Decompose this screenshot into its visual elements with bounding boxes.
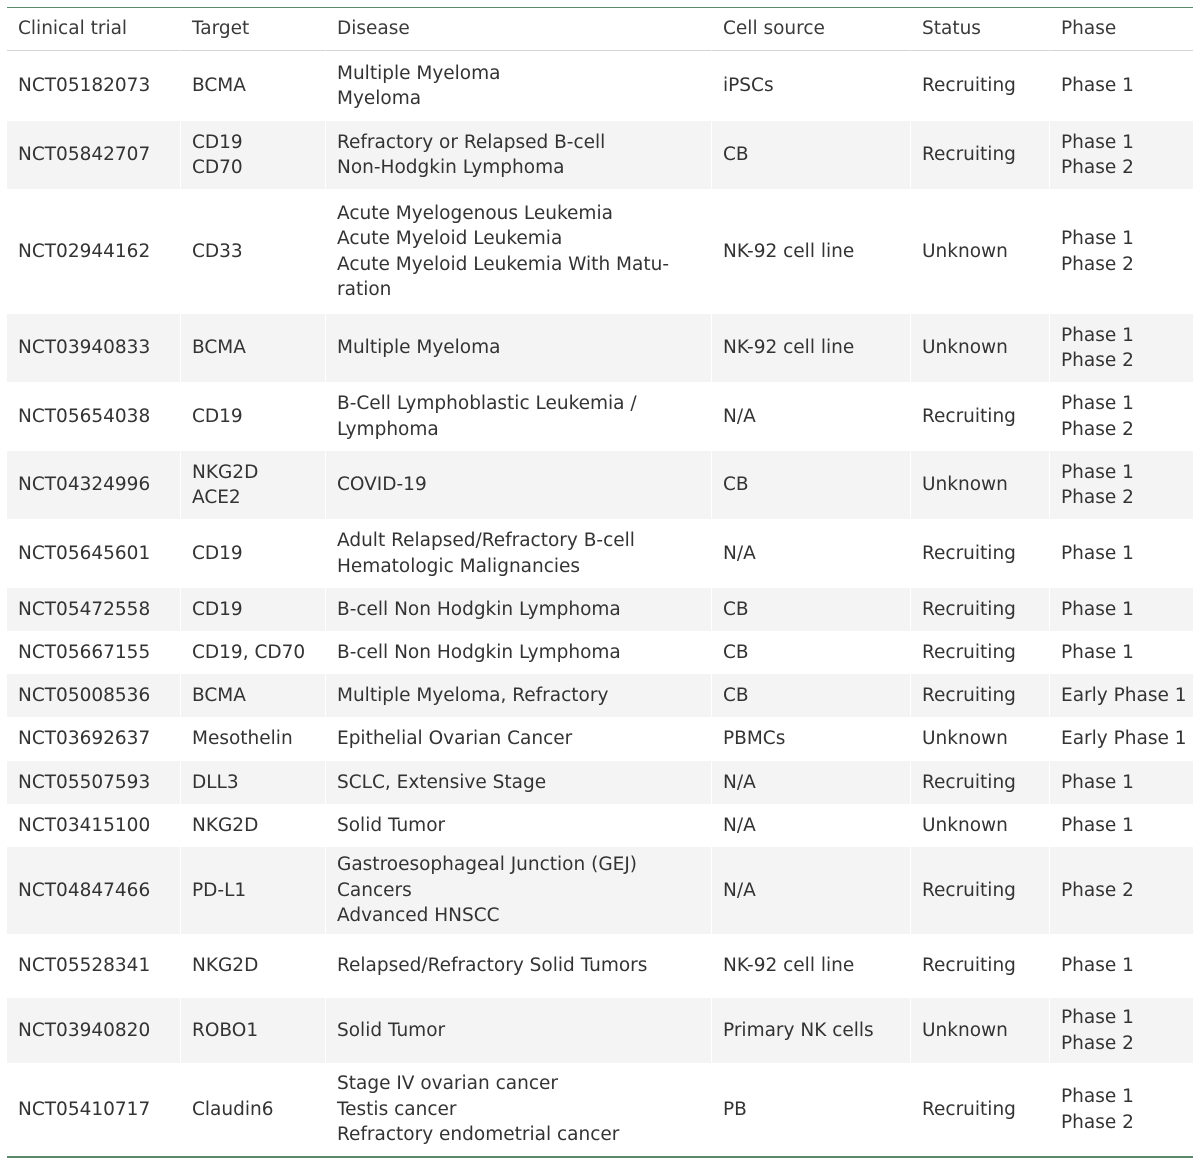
cell-disease-line: B-Cell Lymphoblastic Leukemia /	[337, 393, 637, 414]
cell-cell-source: CB	[712, 588, 911, 631]
header-disease: Disease	[326, 8, 712, 51]
cell-phase	[1050, 847, 1193, 934]
cell-target	[181, 847, 326, 934]
table-body	[7, 51, 1193, 1156]
cell-cell-source: NK-92 cell line	[712, 189, 911, 314]
cell-status: Recruiting	[911, 847, 1050, 934]
cell-status: Recruiting	[911, 588, 1050, 631]
cell-disease-line: ration	[337, 279, 392, 300]
cell-phase-line: Phase 2	[1061, 879, 1134, 901]
cell-disease-line: Relapsed/Refractory Solid Tumors	[337, 955, 648, 977]
cell-phase	[1050, 451, 1193, 519]
cell-clinical-trial: NCT05182073	[7, 51, 181, 121]
clinical-trials-table-wrapper	[7, 7, 1193, 1158]
cell-disease	[326, 631, 712, 674]
cell-status: Unknown	[911, 189, 1050, 314]
cell-disease	[326, 382, 712, 451]
cell-target	[181, 631, 326, 674]
cell-disease-line: Acute Myelogenous Leukemia	[337, 202, 613, 224]
cell-target-line: Mesothelin	[192, 728, 293, 750]
cell-clinical-trial: NCT03692637	[7, 717, 181, 761]
cell-disease	[326, 519, 712, 588]
cell-phase	[1050, 631, 1193, 674]
cell-disease-line: Non-Hodgkin Lymphoma	[337, 157, 565, 178]
cell-phase-line: Phase 2	[1061, 157, 1134, 178]
cell-phase	[1050, 804, 1193, 847]
table-row	[7, 51, 1193, 121]
header-status: Status	[911, 8, 1050, 51]
cell-phase-line: Phase 1	[1061, 771, 1134, 793]
table-row	[7, 189, 1193, 314]
cell-target-line: DLL3	[192, 771, 239, 793]
cell-disease-line: Advanced HNSCC	[337, 905, 500, 927]
cell-phase-line: Phase 2	[1061, 1032, 1134, 1054]
cell-status: Recruiting	[911, 631, 1050, 674]
cell-target	[181, 804, 326, 847]
cell-clinical-trial: NCT05008536	[7, 674, 181, 717]
cell-phase	[1050, 314, 1193, 382]
cell-disease-line: Testis cancer	[337, 1098, 457, 1120]
table-row	[7, 761, 1193, 804]
cell-target-line: CD19	[192, 405, 243, 427]
cell-status: Recruiting	[911, 519, 1050, 588]
cell-clinical-trial: NCT03940833	[7, 314, 181, 382]
cell-clinical-trial: NCT05410717	[7, 1063, 181, 1156]
cell-phase	[1050, 674, 1193, 717]
cell-cell-source: N/A	[712, 847, 911, 934]
cell-disease-line: SCLC, Extensive Stage	[337, 771, 547, 793]
cell-target-line: CD19	[192, 598, 243, 620]
cell-disease	[326, 847, 712, 934]
cell-status: Unknown	[911, 717, 1050, 761]
cell-disease	[326, 934, 712, 998]
cell-phase-line: Phase 1	[1061, 461, 1134, 483]
cell-disease	[326, 717, 712, 761]
cell-target	[181, 1063, 326, 1156]
table-row	[7, 314, 1193, 382]
cell-status: Recruiting	[911, 382, 1050, 451]
cell-cell-source: PBMCs	[712, 717, 911, 761]
cell-disease-line: Refractory endometrial cancer	[337, 1124, 620, 1146]
cell-disease-line: Epithelial Ovarian Cancer	[337, 728, 573, 750]
cell-status: Recruiting	[911, 674, 1050, 717]
cell-phase-line: Early Phase 1	[1061, 684, 1187, 706]
cell-clinical-trial: NCT05667155	[7, 631, 181, 674]
cell-disease-line: Multiple Myeloma, Refractory	[337, 684, 609, 706]
cell-status: Recruiting	[911, 934, 1050, 998]
cell-disease	[326, 51, 712, 121]
cell-disease	[326, 998, 712, 1063]
table-row	[7, 717, 1193, 761]
header-cell-source: Cell source	[712, 8, 911, 51]
cell-disease	[326, 674, 712, 717]
cell-phase-line: Phase 1	[1061, 955, 1134, 977]
cell-clinical-trial: NCT05507593	[7, 761, 181, 804]
cell-target	[181, 451, 326, 519]
cell-target-line: Claudin6	[192, 1098, 274, 1120]
cell-status: Unknown	[911, 998, 1050, 1063]
cell-phase-line: Early Phase 1	[1061, 728, 1187, 750]
cell-target	[181, 121, 326, 189]
cell-disease-line: Myeloma	[337, 88, 422, 109]
cell-phase	[1050, 717, 1193, 761]
table-row	[7, 847, 1193, 934]
cell-disease	[326, 761, 712, 804]
cell-status: Unknown	[911, 314, 1050, 382]
cell-status: Recruiting	[911, 761, 1050, 804]
cell-disease	[326, 804, 712, 847]
cell-target-line: CD19, CD70	[192, 641, 306, 663]
table-row	[7, 1063, 1193, 1156]
table-row	[7, 631, 1193, 674]
cell-status: Unknown	[911, 804, 1050, 847]
cell-disease-line: Stage IV ovarian cancer	[337, 1073, 559, 1095]
cell-phase-line: Phase 1	[1061, 1086, 1134, 1107]
cell-phase	[1050, 761, 1193, 804]
cell-disease-line: Cancers	[337, 879, 412, 901]
cell-target	[181, 934, 326, 998]
cell-phase-line: Phase 1	[1061, 641, 1134, 663]
cell-phase-line: Phase 2	[1061, 1111, 1134, 1133]
cell-disease-line: Gastroesophageal Junction (GEJ)	[337, 854, 638, 876]
cell-clinical-trial: NCT04324996	[7, 451, 181, 519]
cell-target-line: NKG2D	[192, 955, 259, 977]
cell-cell-source: NK-92 cell line	[712, 314, 911, 382]
cell-target-line: BCMA	[192, 75, 246, 97]
cell-cell-source: CB	[712, 121, 911, 189]
cell-phase	[1050, 51, 1193, 121]
cell-target	[181, 998, 326, 1063]
table-row	[7, 804, 1193, 847]
cell-phase-line: Phase 1	[1061, 131, 1134, 153]
cell-cell-source: iPSCs	[712, 51, 911, 121]
cell-phase	[1050, 382, 1193, 451]
cell-phase-line: Phase 1	[1061, 393, 1134, 414]
cell-disease-line: Multiple Myeloma	[337, 62, 501, 84]
cell-phase-line: Phase 2	[1061, 253, 1134, 275]
cell-target-line: BCMA	[192, 337, 246, 359]
table-row	[7, 934, 1193, 998]
table-row	[7, 121, 1193, 189]
header-target: Target	[181, 8, 326, 51]
cell-disease	[326, 121, 712, 189]
cell-cell-source: PB	[712, 1063, 911, 1156]
cell-target-line: NKG2D	[192, 461, 259, 483]
table-row	[7, 998, 1193, 1063]
cell-disease-line: Adult Relapsed/Refractory B-cell	[337, 530, 635, 551]
cell-disease-line: Acute Myeloid Leukemia	[337, 228, 563, 249]
cell-clinical-trial: NCT05842707	[7, 121, 181, 189]
cell-status: Recruiting	[911, 51, 1050, 121]
cell-status: Recruiting	[911, 1063, 1050, 1156]
cell-target-line: CD19	[192, 542, 243, 564]
cell-cell-source: N/A	[712, 519, 911, 588]
cell-target	[181, 189, 326, 314]
cell-target	[181, 717, 326, 761]
table-row	[7, 451, 1193, 519]
cell-target-line: ACE2	[192, 487, 241, 508]
cell-target-line: CD33	[192, 240, 243, 262]
cell-target-line: CD19	[192, 131, 243, 153]
cell-disease	[326, 314, 712, 382]
cell-clinical-trial: NCT05654038	[7, 382, 181, 451]
cell-disease-line: Multiple Myeloma	[337, 337, 501, 359]
table-row	[7, 674, 1193, 717]
cell-target	[181, 314, 326, 382]
cell-target	[181, 761, 326, 804]
cell-phase-line: Phase 1	[1061, 324, 1134, 346]
cell-phase	[1050, 934, 1193, 998]
cell-phase	[1050, 519, 1193, 588]
cell-disease	[326, 189, 712, 314]
table-row	[7, 519, 1193, 588]
cell-cell-source: CB	[712, 674, 911, 717]
cell-phase-line: Phase 1	[1061, 598, 1134, 620]
cell-cell-source: N/A	[712, 382, 911, 451]
cell-target	[181, 674, 326, 717]
cell-phase-line: Phase 1	[1061, 75, 1134, 97]
cell-phase-line: Phase 1	[1061, 228, 1134, 249]
cell-disease-line: Refractory or Relapsed B-cell	[337, 131, 606, 153]
cell-target-line: ROBO1	[192, 1019, 259, 1041]
cell-target-line: CD70	[192, 157, 243, 178]
cell-phase-line: Phase 2	[1061, 487, 1134, 508]
cell-disease	[326, 588, 712, 631]
cell-target	[181, 519, 326, 588]
table-row	[7, 382, 1193, 451]
cell-disease-line: Solid Tumor	[337, 1019, 446, 1041]
cell-disease-line: Hematologic Malignancies	[337, 555, 581, 577]
cell-cell-source: NK-92 cell line	[712, 934, 911, 998]
cell-phase-line: Phase 2	[1061, 418, 1134, 440]
cell-phase	[1050, 121, 1193, 189]
cell-cell-source: N/A	[712, 761, 911, 804]
cell-status: Unknown	[911, 451, 1050, 519]
table-row	[7, 588, 1193, 631]
cell-phase-line: Phase 1	[1061, 814, 1134, 836]
table-header	[7, 8, 1193, 51]
cell-target-line: BCMA	[192, 684, 246, 706]
cell-cell-source: CB	[712, 451, 911, 519]
header-row	[7, 8, 1193, 51]
cell-phase-line: Phase 1	[1061, 542, 1134, 564]
cell-disease-line: Solid Tumor	[337, 814, 446, 836]
cell-target-line: NKG2D	[192, 814, 259, 836]
cell-phase	[1050, 1063, 1193, 1156]
cell-phase	[1050, 588, 1193, 631]
cell-cell-source: N/A	[712, 804, 911, 847]
cell-disease-line: B-cell Non Hodgkin Lymphoma	[337, 598, 621, 620]
cell-clinical-trial: NCT04847466	[7, 847, 181, 934]
cell-target	[181, 588, 326, 631]
cell-target	[181, 382, 326, 451]
cell-phase-line: Phase 1	[1061, 1007, 1134, 1028]
cell-disease-line: COVID-19	[337, 474, 427, 496]
cell-clinical-trial: NCT03940820	[7, 998, 181, 1063]
clinical-trials-table	[7, 7, 1193, 1158]
cell-clinical-trial: NCT02944162	[7, 189, 181, 314]
cell-clinical-trial: NCT05528341	[7, 934, 181, 998]
cell-disease-line: B-cell Non Hodgkin Lymphoma	[337, 641, 621, 663]
cell-disease	[326, 451, 712, 519]
header-phase: Phase	[1050, 8, 1193, 51]
cell-disease-line: Acute Myeloid Leukemia With Matu-	[337, 253, 669, 275]
cell-target	[181, 51, 326, 121]
cell-clinical-trial: NCT05472558	[7, 588, 181, 631]
cell-disease	[326, 1063, 712, 1156]
cell-status: Recruiting	[911, 121, 1050, 189]
cell-disease-line: Lymphoma	[337, 418, 439, 440]
cell-target-line: PD-L1	[192, 879, 247, 901]
cell-cell-source: CB	[712, 631, 911, 674]
cell-cell-source: Primary NK cells	[712, 998, 911, 1063]
cell-clinical-trial: NCT05645601	[7, 519, 181, 588]
cell-phase-line: Phase 2	[1061, 350, 1134, 371]
header-clinical-trial: Clinical trial	[7, 8, 181, 51]
cell-phase	[1050, 998, 1193, 1063]
cell-clinical-trial: NCT03415100	[7, 804, 181, 847]
cell-phase	[1050, 189, 1193, 314]
